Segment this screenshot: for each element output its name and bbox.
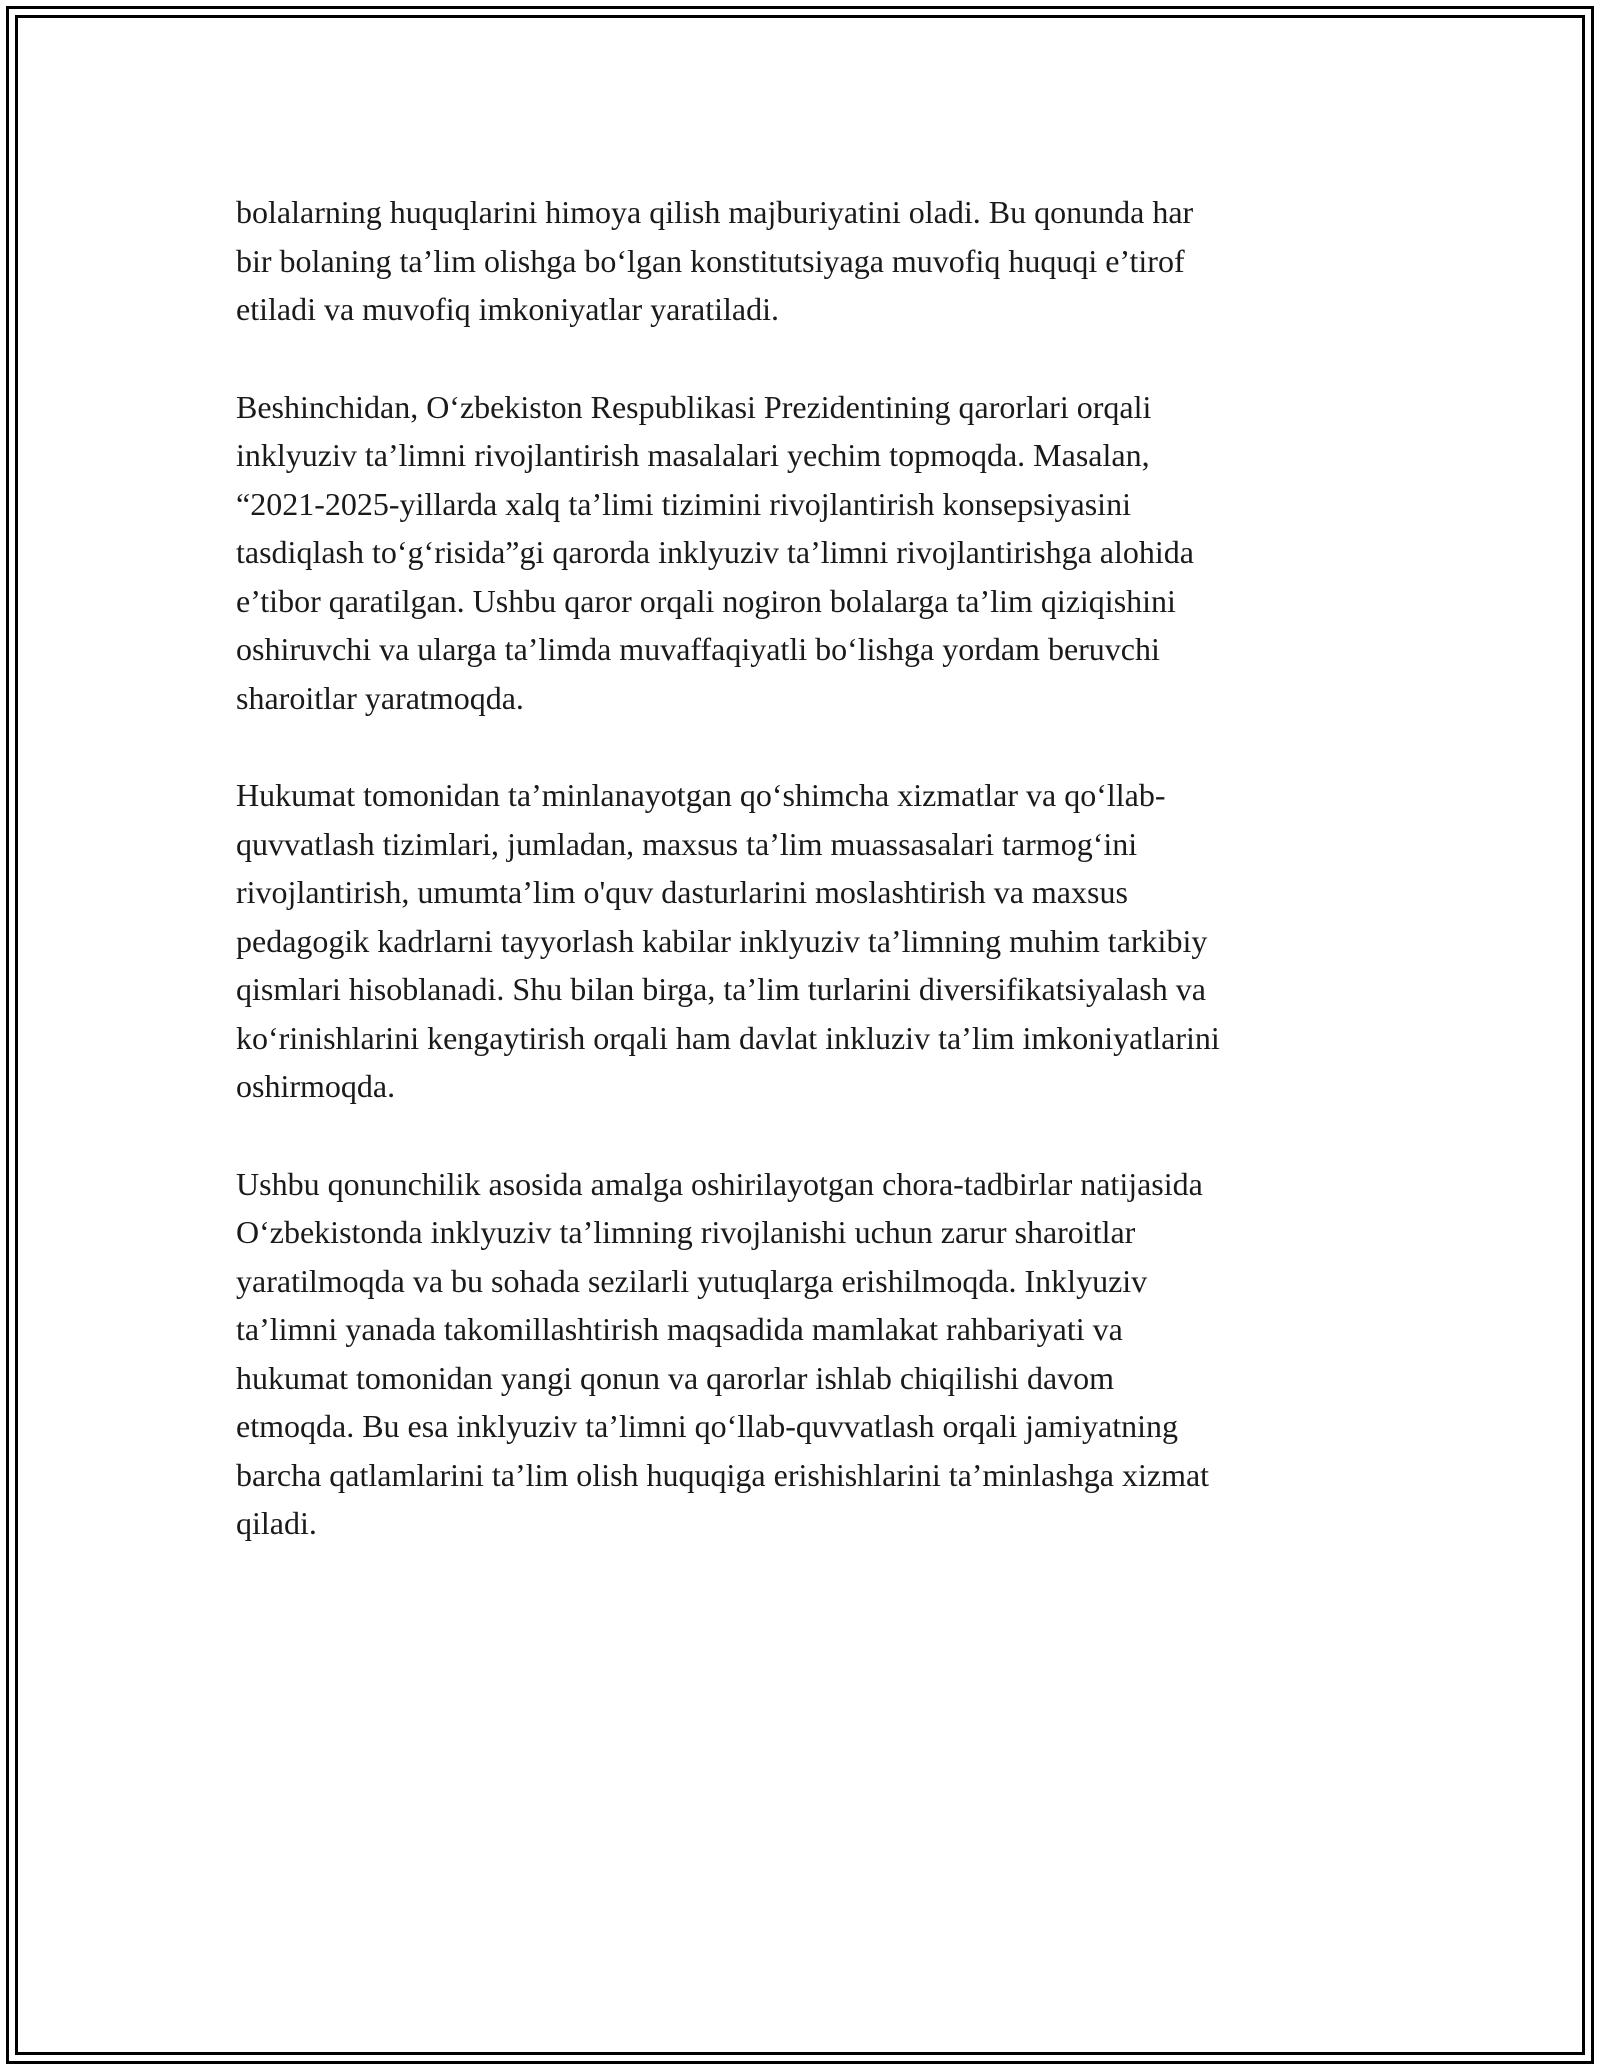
paragraph-2: Beshinchidan, O‘zbekiston Respublikasi Prezidentining qarorlari orqali inklyuziv ta’limni rivojlantirish masalalari yechim topmoqda. Masalan, “2021-2025-yillarda xalq ta’limi tizimini rivojlantirish konsepsiyasini tasdiqlash to‘g‘risida”gi qarorda inklyuziv ta’limni rivojlantirishga alohida e’tibor qaratilgan. Ushbu qaror orqali nogiron bolalarga ta’lim qiziqishini oshiruvchi va ularga ta’limda muvaffaqiyatli bo‘lishga yordam beruvchi sharoitlar yaratmoqda. <box>236 388 1194 716</box>
paragraph-4: Ushbu qonunchilik asosida amalga oshirilayotgan chora-tadbirlar natijasida O‘zbekistonda inklyuziv ta’limning rivojlanishi uchun zarur sharoitlar yaratilmoqda va bu sohada sezilarli yutuqlarga erishilmoqda. Inklyuziv ta’limni yanada takomillashtirish maqsadida mamlakat rahbariyati va hukumat tomonidan yangi qonun va qarorlar ishlab chiqilishi davom etmoqda. Bu esa inklyuziv ta’limni qo‘llab-quvvatlash orqali jamiyatning barcha qatlamlarini ta’lim olish huquqiga erishishlarini ta’minlashga xizmat qiladi. <box>236 1165 1210 1541</box>
paragraph-3: Hukumat tomonidan ta’minlanayotgan qo‘shimcha xizmatlar va qo‘llab- quvvatlash tizimlari, jumladan, maxsus ta’lim muassasalari tarmog‘ini rivojlantirish, umumta’lim o'quv dasturlarini moslashtirish va maxsus pedagogik kadrlarni tayyorlash kabilar inklyuziv ta’limning muhim tarkibiy qismlari hisoblanadi. Shu bilan birga, ta’lim turlarini diversifikatsiyalash va ko‘rinishlarini kengaytirish orqali ham davlat inkluziv ta’lim imkoniyatlarini oshirmoqda. <box>236 777 1220 1104</box>
document-body <box>236 188 1366 1597</box>
paragraph-1: bolalarning huquqlarini himoya qilish majburiyatini oladi. Bu qonunda har bir bolaning ta’lim olishga bo‘lgan konstitutsiyaga muvofiq huquqi e’tirof etiladi va muvofiq imkoniyatlar yaratiladi. <box>236 194 1194 327</box>
